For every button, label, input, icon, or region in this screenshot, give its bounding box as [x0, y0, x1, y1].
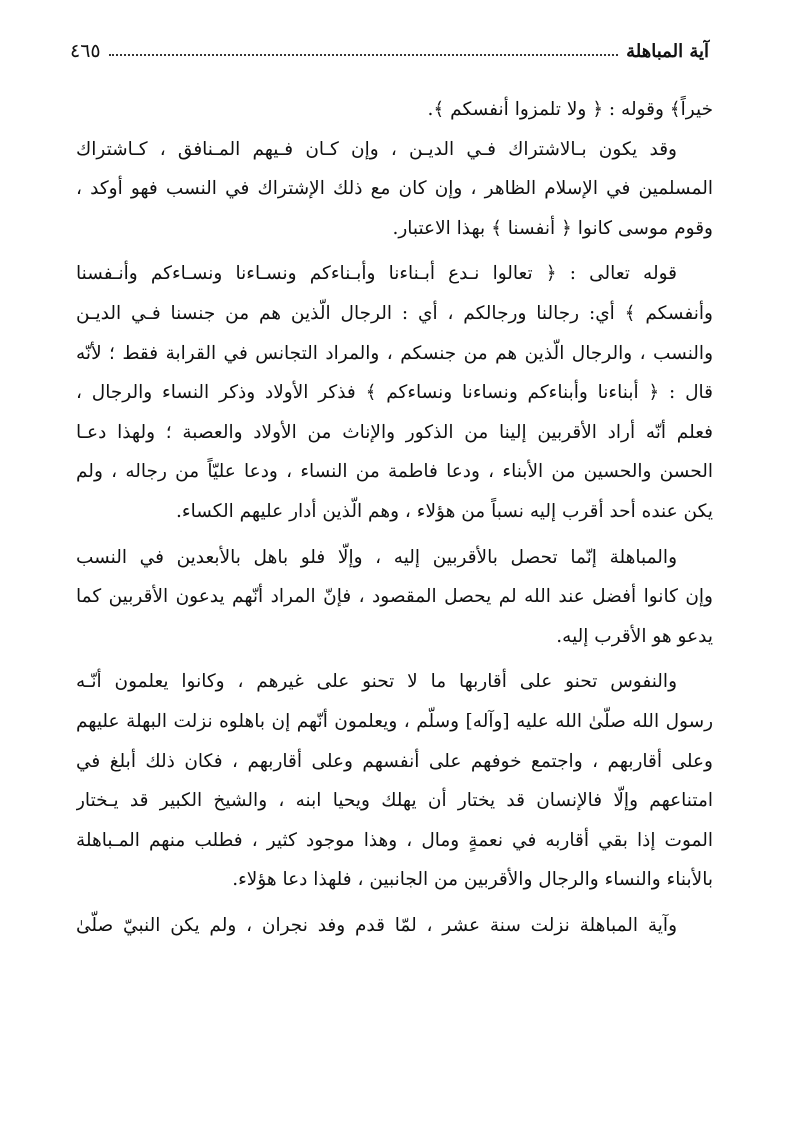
body-text	[76, 90, 713, 945]
text-line: وآية المباهلة نزلت سنة عشر ، لمّا قدم وفد نجران ، ولم يكن النبيّ صلّىٰ	[76, 914, 677, 936]
text-line: امتناعهم وإلّا فالإنسان قد يختار أن يهلك ويحيا ابنه ، والشيخ الكبير قد يـختار	[76, 790, 713, 812]
text-line: فعلم أنّه أراد الأقربين إلينا من الذكور والإناث من الأولاد والعصبة ؛ ولهذا دعـا	[76, 421, 713, 443]
text-line: رسول الله صلّىٰ الله عليه [وآله] وسلّم ، ويعلمون أنّهم إن باهلوه نزلت البهلة عليهم	[76, 710, 713, 732]
header-dot-leader	[109, 54, 619, 56]
text-line: وعلى أقاربهم ، واجتمع خوفهم على أنفسهم وعلى أقاربهم ، فكان ذلك أبلغ في	[76, 750, 713, 772]
text-line: وقوم موسى كانوا ﴿ أنفسنا ﴾ بهذا الاعتبار.	[392, 217, 713, 239]
text-line: والنسب ، والرجال الّذين هم من جنسكم ، والمراد التجانس في القرابة فقط ؛ لأنّه	[76, 342, 713, 364]
text-line: يدعو هو الأقرب إليه.	[556, 625, 713, 647]
running-header	[70, 30, 709, 62]
text-line: قال : ﴿ أبناءنا وأبناءكم ونساءنا ونساءكم ﴾ فذكر الأولاد وذكر النساء والرجال ،	[76, 382, 713, 404]
text-line: قوله تعالى : ﴿ تعالوا نـدع أبـناءنا وأبـناءكم ونسـاءنا ونسـاءكم وأنـفسنا	[76, 263, 677, 285]
text-line: الحسن والحسين من الأبناء ، ودعا فاطمة من النساء ، ودعا عليّاً من رجاله ، ولم	[76, 461, 713, 483]
text-line: المسلمين في الإسلام الظاهر ، وإن كان مع ذلك الإشتراك في النسب فهو أوكد ،	[76, 178, 713, 200]
text-line: والنفوس تحنو على أقاربها ما لا تحنو على غيرهم ، وكانوا يعلمون أنّـه	[76, 671, 677, 693]
header-title: آية المباهلة	[626, 41, 709, 62]
page-number: ٤٦٥	[70, 40, 101, 62]
text-line: يكن عنده أحد أقرب إليه نسباً من هؤلاء ، وهم الّذين أدار عليهم الكساء.	[176, 500, 713, 522]
text-line: الموت إذا بقي أقاربه في نعمةٍ ومال ، وهذا موجود كثير ، فطلب منهم المـباهلة	[76, 829, 713, 851]
text-line: وإن كانوا أفضل عند الله لم يحصل المقصود ، فإنّ المراد أنّهم يدعون الأقربين كما	[76, 586, 713, 608]
text-line: خيراً﴾ وقوله : ﴿ ولا تلمزوا أنفسكم ﴾.	[427, 99, 713, 120]
text-line: وأنفسكم ﴾ أي: رجالنا ورجالكم ، أي : الرجال الّذين هم من جنسنا فـي الديـن	[76, 302, 713, 324]
text-line: والمباهلة إنّما تحصل بالأقربين إليه ، وإلّا فلو باهل بالأبعدين في النسب	[76, 546, 677, 568]
text-line: بالأبناء والنساء والرجال والأقربين من الجانبين ، فلهذا دعا هؤلاء.	[232, 869, 713, 891]
text-line: وقد يكون بـالاشتراك فـي الديـن ، وإن كـان فـيهم المـنافق ، كـاشتراك	[76, 138, 677, 160]
